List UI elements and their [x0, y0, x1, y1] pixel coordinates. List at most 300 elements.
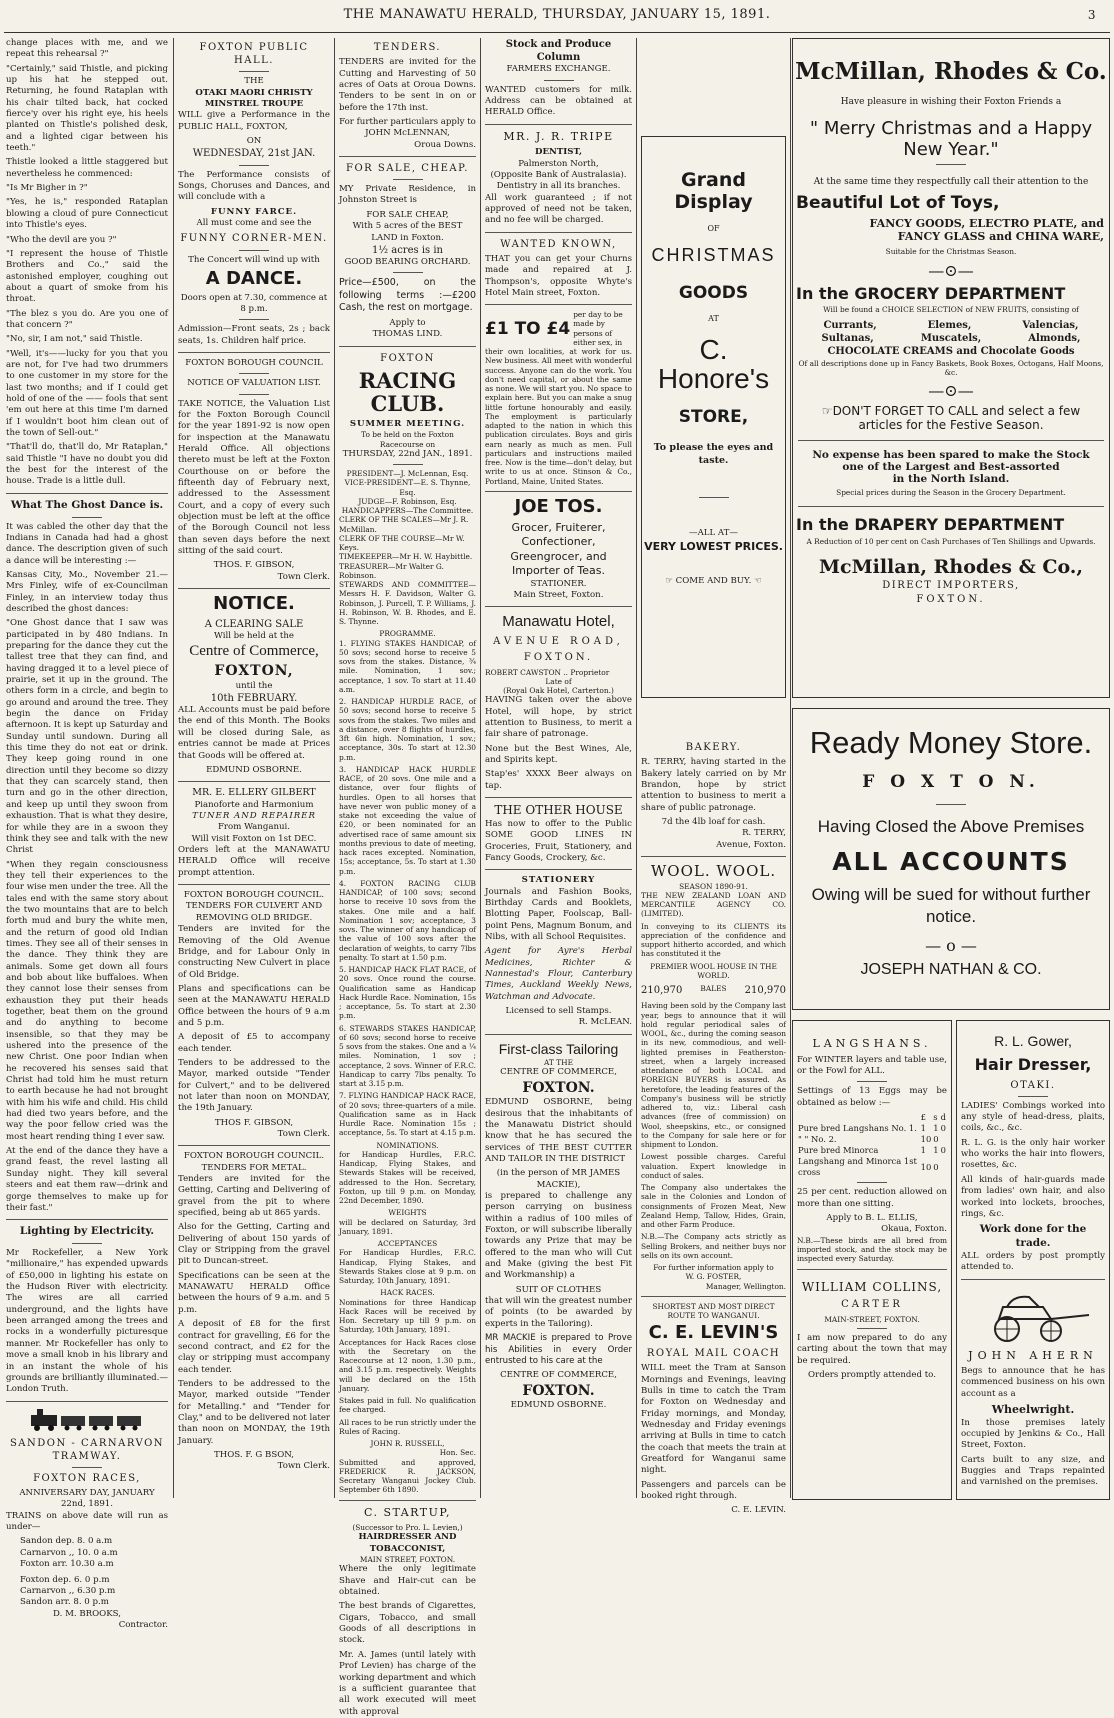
hotel-street: AVENUE ROAD, [493, 636, 624, 648]
hall-corner: FUNNY CORNER-MEN. [180, 233, 328, 245]
divider [485, 491, 632, 492]
ready-name: JOSEPH NATHAN & CO. [860, 961, 1042, 979]
column-4 [485, 38, 632, 1498]
divider [239, 373, 269, 374]
honore-all: —ALL AT— [688, 528, 738, 539]
startup-body: Where the only legitimate Shave and Hair-cut can be obtained. [339, 1564, 476, 1598]
programme-item: 3. HANDICAP HACK HURDLE RACE, of 20 sovs. One mile and a distance, over four flights of hurdles. Open to all horses that have never won public money of a stake not exceeding the value of £20, or been nominated for an advertised race of same amount six months previous to date of meeting, hack races excepted. Nomination, 15s; acceptance, 5s. To start at 1.30 p.m. [339, 764, 476, 876]
ready-accounts: ALL ACCOUNTS [832, 847, 1070, 877]
culvert-signature: THOS F. GIBSON, [214, 1117, 294, 1128]
nominations-title: NOMINATIONS. [376, 1140, 439, 1150]
column-rule [334, 38, 335, 1498]
wool-body: Lowest possible charges. Careful valuation. Expert knowledge in conduct of sales. [641, 1152, 786, 1180]
startup-body: The best brands of Cigarettes, Cigars, Tobacco, and small Goods of all descriptions in stock. [339, 1601, 476, 1646]
racing-summer: SUMMER MEETING. [349, 419, 466, 430]
hall-come: All must come and see the [196, 218, 312, 228]
column-5 [641, 38, 786, 1516]
gower-only: R. L. G. is the only hair worker who works the hair into flowers, rosettes, &c. [961, 1137, 1105, 1171]
racing-foxton: FOXTON [380, 352, 435, 364]
racing-club: RACING CLUB. [358, 367, 457, 416]
story-paragraph: change places with me, and we repeat this rehearsal ?" [6, 38, 168, 60]
bakery-body: R. TERRY, having started in the Bakery lately carried on by Mr Brandon, hope by strict attention to business to merit a share of public patronage. [641, 757, 786, 813]
culvert-role: Town Clerk. [277, 1129, 330, 1140]
tailoring-title: First-class Tailoring [498, 1040, 619, 1057]
column-2 [178, 38, 330, 1498]
divider [239, 71, 269, 72]
grand-of: OF [707, 223, 720, 233]
mcmillan-fancy2: FANCY GLASS and CHINA WARE, [897, 230, 1104, 244]
story-paragraph: "No, sir, I am not," said Thistle. [6, 334, 143, 345]
hotel-prop: ROBERT CAWSTON .. Proprietor [485, 667, 610, 677]
nominations-body: for Handicap Hurdles, F.R.C. Handicap, Flying Stakes, and Stewards Stakes will be received, addressed to the Hon. Secretary, Foxton, up till 9 p.m. on Monday, 22nd December, 1890. [339, 1149, 476, 1206]
metal-sub: TENDERS FOR METAL. [201, 1162, 307, 1173]
tripe-work: All work guaranteed ; if not approved of need not be taken, and no fee will be charged. [485, 192, 632, 226]
hall-doors: Doors open at 7.30, commence at 8 p.m. [180, 292, 328, 314]
tram-time: Foxton dep. 6. 0 p.m [20, 1574, 110, 1585]
divider [178, 588, 330, 589]
hall-the: THE [244, 76, 264, 87]
startup-successor: (Successor to Pro. L. Levien,) [352, 1523, 463, 1533]
divider [178, 781, 330, 782]
gilbert-trade: Pianoforte and Harmonium [194, 799, 314, 810]
mcmillan-reduction: A Reduction of 10 per cent on Cash Purchases of Ten Shillings and Upwards. [806, 536, 1096, 546]
coach-signature: C. E. LEVIN. [731, 1505, 786, 1516]
ahern-name: JOHN AHERN [968, 1348, 1098, 1362]
tenders-title: TENDERS. [373, 42, 442, 53]
wool-body: N.B.—The Company acts strictly as Selling Brokers, and neither buys nor sells on its own account. [641, 1232, 786, 1260]
racing-officer: CLERK OF THE COURSE—Mr W. Keys. [339, 533, 465, 553]
honore-come [641, 576, 786, 587]
racing-officer: CLERK OF THE SCALES—Mr J. R. McMillan. [339, 515, 469, 534]
mcmillan-special: Special prices during the Season in the Grocery Department. [836, 488, 1066, 498]
gower-all: All kinds of hair-guards made from ladies' own hair, and also worked into lockets, brooches, rings, &c. [961, 1174, 1105, 1219]
mcmillan-drapery: In the DRAPERY DEPARTMENT [796, 514, 1065, 534]
hall-farce: FUNNY FARCE. [210, 206, 298, 217]
divider [6, 1401, 168, 1402]
notice-foxton: FOXTON, [214, 663, 294, 680]
divider [485, 304, 632, 305]
sale-acres: 1½ acres is in [372, 244, 443, 256]
ready-title: Ready Money Store. [809, 725, 1093, 760]
gower-trade: Hair Dresser, [974, 1055, 1092, 1075]
borough-title: FOXTON BOROUGH COUNCIL [185, 357, 323, 368]
mcmillan-merry: " Merry Christmas and a Happy New Year." [809, 118, 1093, 160]
table-cell: 0 [940, 1122, 946, 1133]
other-name: THE OTHER HOUSE [494, 803, 623, 818]
mcmillan-fancy1: FANCY GOODS, ELECTRO PLATE, and [869, 217, 1104, 231]
stationery-title: STATIONERY [521, 875, 596, 886]
divider [72, 1467, 102, 1468]
wool-title: WOOL. WOOL. [650, 861, 777, 880]
notice-date: 10th FEBRUARY. [210, 692, 298, 704]
racing-secretary: JOHN R. RUSSELL, [370, 1439, 445, 1449]
story-paragraph: "The blez s you do. Are you one of that concern ?" [6, 308, 168, 330]
racing-date: THURSDAY, 22nd JAN., 1891. [342, 448, 473, 459]
tripe-opposite: (Opposite Bank of Australasia). [490, 169, 627, 180]
mcmillan-choc: CHOCOLATE CREAMS and Chocolate Goods [827, 345, 1075, 357]
tram-time: Sandon arr. 8. 0 p.m [20, 1597, 109, 1608]
wool-bales-label: BALES [700, 984, 727, 994]
mcmillan-forget: DON'T FORGET TO CALL and select a few articles for the Festive Season. [832, 404, 1081, 433]
culvert-body: A deposit of £5 to accompany each tender. [178, 1032, 330, 1054]
gilbert-from: From Wanganui. [217, 822, 291, 833]
culvert-body: Tenders to be addressed to the Mayor, marked outside "Tender for Culvert," and to be delivered not later than noon on MONDAY, the 19th January. [178, 1057, 330, 1114]
tailoring-suit: SUIT OF CLOTHES [515, 1284, 602, 1295]
coach-parcels: Passengers and parcels can be booked right through. [641, 1479, 786, 1502]
lighting-headline: Lighting by Electricity. [19, 1225, 155, 1238]
honore-store: STORE, [678, 406, 749, 427]
story-paragraph: "Well, it's——lucky for you that you are not, for I've had two drummers to one customer in my store for the last two months; and if I could get hold of one of the —— fools that sent 'em out here at this time I'm darned if I wouldn't boot him clean out of the town of Sell-out." [6, 348, 168, 438]
divider [339, 156, 476, 157]
divider [485, 797, 632, 798]
metal-body: Also for the Getting, Carting and Delivering of about 150 yards of Clay or Stripping from the gravel pit to Duncan-street. [178, 1222, 330, 1267]
programme-item: 7. FLYING HANDICAP HACK RACE, of 20 sovs; three-quarters of a mile. Qualification same as in Hack Hurdle Race. Nomination 15s ; acceptance, 5s. To start at 4.15 p.m. [339, 1091, 476, 1138]
grand-christmas: CHRISTMAS [651, 245, 776, 266]
racing-held: To be held on the Foxton Racecourse on [361, 430, 454, 449]
tram-time: Sandon dep. 8. 0 a.m [20, 1536, 113, 1547]
wanted-body: WANTED customers for milk. Address can be obtained at HERALD Office. [485, 84, 632, 118]
table-cell: Pure bred Langshans No. 1. [798, 1122, 917, 1133]
ready-foxton: F O X T O N. [862, 772, 1040, 793]
money-amount: £1 TO £4 [485, 318, 571, 339]
mcmillan-foxton: FOXTON. [916, 593, 986, 605]
gower-body: LADIES' Combings worked into any style of head-dress, plaits, coils, &c., &c. [961, 1100, 1105, 1134]
racing-stewards: STEWARDS AND COMMITTEE—Messrs H. F. Davidson, Walter G. Robinson, J. Purcell, T. P. Williams, J. H. Robinson, W. B. Rhodes, and E. S. Thynne. [339, 580, 476, 627]
divider [239, 250, 269, 251]
langshans-reduction: 25 per cent. reduction allowed on more than one sitting. [797, 1187, 947, 1209]
tos-trade: Grocer, Fruiterer, Confectioner, Greengrocer, and Importer of Teas. [510, 520, 607, 578]
divider [339, 1500, 476, 1501]
wool-further: For further information apply to [653, 1263, 774, 1273]
hack-title: HACK RACES. [380, 1288, 435, 1298]
langshans-title: LANGSHANS. [812, 1037, 932, 1050]
wool-season: SEASON 1890-91. [679, 881, 748, 891]
column-3 [339, 38, 476, 1717]
programme-item: 4. FOXTON RACING CLUB HANDICAP, of 100 sovs; second horse to receive 10 sovs from the stakes. One mile and a half. Nomination 1 sov; acceptance, 3 sovs. The winner of any handicap of the value of 100 sovs after the declaration of weights, to carry 7lbs penalty. To start at 1.50 p.m. [339, 878, 476, 962]
mcmillan-name: McMillan, Rhodes & Co. [795, 58, 1107, 85]
mcmillan-ad-frame [792, 38, 1110, 698]
hall-wind: The Concert will wind up with [188, 254, 320, 265]
langshans-for: For WINTER layers and table use, or the Fowl for ALL. [797, 1054, 947, 1076]
ready-money-ad [792, 708, 1110, 1010]
tailoring-centre: CENTRE OF COMMERCE, [500, 1067, 617, 1078]
gilbert-visit: Will visit Foxton on 1st DEC. [191, 833, 317, 844]
wool-name: W. G. FOSTER, [685, 1272, 742, 1282]
racing-officer: JUDGE—F. Robinson, Esq. [358, 496, 457, 506]
table-cell: 1 [933, 1145, 939, 1156]
tos-stationer: STATIONER. [530, 578, 587, 589]
table-cell: 1 [933, 1122, 939, 1133]
divider [239, 394, 269, 395]
ahern-body: Begs to announce that he has commenced business on his own account as a [961, 1366, 1105, 1399]
hall-date: WEDNESDAY, 21st JAN. [192, 148, 316, 160]
ghost-paragraph: It was cabled the other day that the Indians in Canada had had a ghost dance. The description given of such a dance will be interesting :— [6, 521, 168, 566]
collins-name: WILLIAM COLLINS, [801, 1279, 943, 1294]
tenders-further: For further particulars apply to [339, 116, 476, 127]
divider [641, 856, 786, 857]
mcmillan-name2: McMillan, Rhodes & Co., [818, 555, 1084, 578]
tripe-name: MR. J. R. TRIPE [503, 129, 614, 143]
ahern-body2: In those premises lately occupied by Jenkins & Co., Hall Street, Foxton. [961, 1417, 1105, 1451]
wool-body: Having been sold by the Company last year, begs to announce that it will hold regular periodical sales of WOOL, &c., during the coming season in its new, commodious, and well-lighted premises in Featherston-street, when a largely increased attendance of both LOCAL and FOREIGN BUYERS is assured. As heretofore, the leading features of the Company's business will be strictly adhered to, viz.: Liberal cash advances (free of commission) on Wool, sheepskins, etc., or consigned to the Company for sale here or for shipment to London. [641, 1001, 786, 1150]
racing-officer: HANDICAPPERS—The Committee. [341, 506, 474, 516]
racing-officer: TIMEKEEPER—Mr H. W. Haybittle. [339, 552, 473, 562]
story-paragraph: "I represent the house of Thistle Brothers and Co.," said the astonished employer, coughing out about a quart of smoke from his throat. [6, 248, 168, 305]
hack-body: Nominations for three Handicap Hack Races will be received by Hon. Secretary up till 9 p.m. on Saturday, 10th January, 1891. [339, 1297, 476, 1335]
wool-body: THE NEW ZEALAND LOAN AND MERCANTILE AGENCY CO. (LIMITED). [641, 890, 786, 919]
masthead-rule [4, 32, 1110, 33]
culvert-title: FOXTON BOROUGH COUNCIL. [183, 890, 325, 901]
table-cell: " " No. 2. [798, 1134, 837, 1145]
weights-body: will be declared on Saturday, 3rd January, 1891. [339, 1217, 476, 1236]
tripe-place: Palmerston North, [518, 158, 599, 169]
gower-name: R. L. Gower, [994, 1033, 1072, 1049]
stationery-agent: Agent for Ayre's Herbal Medicines, Richter & Nannestad's Flour, Canterbury Times, Auckland Weekly News, Watchman and Advocate. [485, 946, 632, 1002]
table-cell: Langshang and Minorca 1st cross [798, 1156, 917, 1178]
divider [393, 272, 423, 273]
money-head: per day to be made by persons of either sex, in [573, 310, 623, 347]
culvert-body: Tenders are invited for the Removing of the Old Avenue Bridge, and for Labour Only in constructing New Culvert in place of Old Bridge. [178, 924, 330, 980]
divider [485, 1034, 632, 1035]
ghost-paragraph: Kansas City, Mo., November 21.—Mrs Finley, wife of ex-Councilman Finley, in an interview today thus described the ghost dances: [6, 569, 168, 614]
sale-apply: Apply to [389, 317, 426, 328]
tram-time: Carnarvon ,, 10. 0 a.m [20, 1547, 118, 1558]
langshans-nb: N.B.—These birds are all bred from imported stock, and the stock may be inspected every Saturday. [797, 1235, 947, 1264]
metal-body: Tenders to be addressed to the Mayor, marked outside "Tender for Metalling." and "Tender for Clay," and to be delivered not later than noon on MONDAY, the 19th January. [178, 1378, 331, 1446]
gower-town: OTAKI. [1010, 1079, 1056, 1091]
table-cell: 10 [920, 1161, 932, 1172]
honore-please: To please the eyes and taste. [653, 442, 774, 466]
divider [339, 346, 476, 347]
hotel-body: HAVING taken over the above Hotel, will hope, by strict attention to Business, to merit a fair share of patronage. [485, 695, 632, 740]
mcmillan-grocery: In the GROCERY DEPARTMENT [796, 283, 1066, 303]
coach-title: SHORTEST AND MOST DIRECT ROUTE TO WANGANUI. [652, 1301, 775, 1321]
stock-title: Stock and Produce Column [505, 39, 612, 64]
ahern-body3: Carts built to any size, and Buggies and Traps repainted and varnished on the premises. [961, 1454, 1105, 1488]
ornament-icon: —⊙— [928, 260, 974, 280]
metal-signature: THOS. F. G BSON, [214, 1449, 294, 1460]
acceptances-title: ACCEPTANCES [377, 1239, 438, 1249]
ghost-paragraph: "When they regain consciousness they tell their experiences to the four wise men under the tree. All the tales end with the same story about the two mountains that are to belch forth mud and bury the white men, and the return of good old Indian times. They see all of their senses in the dance. They think they are animals. Some get down all fours and bob about like buffaloes. When they cannot lose their senses from exhaustion they put their heads together, beat them on the ground and do anything to become insensible, so that they may be ushered into the presence of the new Christ. One poor Indian when he recovered his senses said that Christ had told him he must return to earth because he had not brought with him his wife and child. His child had died two years before, and the way the poor fellow cried was the most heart rending thing I ever saw. [6, 859, 168, 1142]
divider [178, 352, 330, 353]
bakery-name: R. TERRY, [742, 828, 786, 839]
divider [485, 869, 632, 870]
tailoring-foxton: FOXTON. [522, 1079, 595, 1096]
story-paragraph: "Who the devil are you ?" [6, 234, 117, 245]
ghost-paragraph: "One Ghost dance that I saw was participated in by 480 Indians. In preparing for the dance they cut the tallest tree that they can find, and having dragged it to a level piece of prairie, set it up in the ground. The others form in a circle, and begin to go around and around the tree. They begin the dance on Friday afternoon. It is kept up Saturday and Sunday until sundown. During all this time they do not eat or drink. They keep going round in one direction until they become so dizzy that they can scarcely stand, then turn and go in the other direction, and keep up until they swoon from exhaustion. That is what they desire, for while they are in a swoon they think they see and talk with the new Christ [6, 618, 168, 856]
table-cell: 0 [940, 1145, 946, 1156]
ready-sued: Owing will be sued for without further notice. [811, 885, 1091, 927]
notice-body: ALL Accounts must be paid before the end of this Month. The Books will be closed during Sale, as entries cannot be made at Prices that Goods will be offered at. [178, 705, 330, 761]
ready-o: — o — [925, 936, 977, 956]
mcmillan-expense1: No expense has been spared to make the Stock [812, 449, 1090, 462]
fruit-label: Elemes, [927, 319, 972, 331]
collins-street: MAIN-STREET, FOXTON. [824, 1314, 920, 1324]
notice-until: until the [235, 680, 273, 691]
acceptances-body: For Handicap Hurdles, F.R.C. Handicap, Flying Stakes, and Stewards Stakes close at 9 p.m. on Saturday, 10th January, 1891. [339, 1248, 476, 1286]
story-paragraph: Thistle looked a little staggered but nevertheless he commenced: [6, 157, 168, 179]
divider [485, 232, 632, 233]
racing-approved: Submitted and approved, FREDERICK R. JACKSON, Secretary Wanganui Jockey Club. September 6th 1890. [339, 1457, 476, 1495]
honore-name: C. Honore's [657, 333, 770, 395]
hall-on: ON [246, 136, 262, 147]
pointing-hand-icon: ☜ [754, 576, 762, 587]
mcmillan-suitable: Suitable for the Christmas Season. [885, 247, 1017, 257]
racing-hon: Hon. Sec. [439, 1448, 476, 1458]
tram-role: Contractor. [118, 1619, 168, 1630]
collins-orders: Orders promptly attended to. [808, 1369, 936, 1380]
grand-goods: GOODS [678, 282, 749, 303]
honore-come-label: COME AND BUY. [675, 576, 752, 587]
divider [239, 319, 269, 320]
hotel-late: Late of [545, 676, 572, 686]
tram-intro: TRAINS on above date will run as under— [6, 1510, 168, 1533]
fruit-label: Valencias, [1022, 319, 1079, 331]
culvert-sub: TENDERS FOR CULVERT AND REMOVING OLD BRIDGE. [185, 901, 323, 923]
mcmillan-ad [792, 38, 1110, 698]
divider [393, 179, 423, 180]
divider [178, 1145, 330, 1146]
hall-admission: Admission—Front seats, 2s ; back seats, 1s. Children half price. [178, 324, 330, 346]
coach-mail: ROYAL MAIL COACH [646, 1348, 781, 1360]
divider [393, 464, 423, 465]
gower-frame [956, 1020, 1110, 1500]
wool-bales-right: 210,970 [744, 985, 786, 997]
wool-body: In conveying to its CLIENTS its appreciation of the confidence and support hitherto accorded, and which has constituted it the [641, 921, 786, 959]
tailoring-at: AT THE [544, 1058, 573, 1068]
farmers-title: FARMERS EXCHANGE. [506, 64, 611, 75]
gilbert-tuner: TUNER AND REPAIRER [192, 811, 316, 822]
tram-date: ANNIVERSARY DAY, JANUARY 22nd, 1891. [19, 1488, 155, 1510]
story-paragraph: "Certainly," said Thistle, and picking up his hat he stepped out. Returning, he found Rataplan with his chair tilted back, hat cocked fierce'y over his right eye, his heels planted on Thistle's polished desk, and a lighted cigar between his teeth." [6, 63, 168, 154]
hall-title: FOXTON PUBLIC HALL. [199, 42, 309, 67]
gower-work: Work done for the trade. [979, 1223, 1087, 1250]
racing-rules: All races to be run strictly under the Rules of Racing. [339, 1417, 476, 1436]
money-body: their own localities, at work for us. New business. All meet with wonderful success. Anyone can do the work. You don't need capital, or about the same as none. We will start you. No space to explain here. But you can make a snug little fortune honourably and easily. The employment is particularly adapted to the nation in which this publication circulates. Boys and girls earn nearly as much as men. Full particulars and instructions mailed free. Now is the time—don't delay, but write to us at once. Stinson & Co., Portland, Maine, United States. [485, 347, 632, 486]
ornament-icon: —⊙— [928, 381, 974, 401]
fruit-label: Currants, [823, 319, 877, 331]
table-cell: 0 [933, 1134, 939, 1145]
racing-officer: VICE-PRESIDENT—E. S. Thynne, Esq. [344, 478, 471, 497]
table-header: s [933, 1111, 938, 1122]
tenders-body: TENDERS are invited for the Cutting and Harvesting of 50 acres of Oats at Oroua Downs. Tenders to be sent in on or before the 17th inst. [339, 57, 476, 113]
programme-item: 2. HANDICAP HURDLE RACE, of 50 sovs; second horse to receive 5 sovs from the stakes. Two miles and a distance, over 8 flights of hurdles, 3ft 6in high. Nomination, 1 sov.; acceptance, 30s. To start at 12.30 p.m. [339, 697, 476, 762]
column-rule [173, 38, 174, 1498]
bakery-place: Avenue, Foxton. [716, 839, 786, 850]
ahern-trade: Wheelwright. [991, 1403, 1075, 1417]
sale-name: THOMAS LIND. [372, 329, 443, 340]
programme-title: PROGRAMME. [379, 629, 436, 639]
fruit-label: Almonds, [1028, 332, 1081, 344]
metal-body: Specifications can be seen at the MANAWATU HERALD Office between the hours of 9 a.m. and 5 p.m. [178, 1270, 330, 1315]
tos-name: JOE TOS. [514, 495, 603, 517]
langshans-place: Okaua, Foxton. [881, 1224, 947, 1235]
collins-body: I am now prepared to do any carting about the town that may be required. [797, 1332, 947, 1366]
tenders-place: Oroua Downs. [414, 139, 476, 150]
stationery-name: R. McLEAN. [578, 1017, 632, 1028]
stationery-licensed: Licensed to sell Stamps. [505, 1006, 612, 1017]
metal-title: FOXTON BOROUGH COUNCIL. [183, 1151, 325, 1162]
sale-orchard: GOOD BEARING ORCHARD. [344, 257, 471, 268]
column-rule [790, 38, 791, 1498]
tailoring-centre2: CENTRE OF COMMERCE, [500, 1370, 617, 1381]
table-cell: 10 [920, 1134, 932, 1145]
tailoring-body: that will win the greatest number of points (to be awarded by experts in the Tailoring). [485, 1296, 632, 1329]
divider [72, 517, 102, 518]
borough-role: Town Clerk. [277, 571, 330, 582]
tram-time: Foxton arr. 10.30 a.m [20, 1559, 114, 1570]
langshans-ad [792, 1020, 952, 1500]
culvert-body: Plans and specifications can be seen at the MANAWATU HERALD Office between the hours of 9 a.m and 5 p.m. [178, 983, 330, 1028]
hall-performance: The Performance consists of Songs, Choruses and Dances, and will conclude with a [178, 169, 330, 203]
tram-signature: D. M. BROOKS, [53, 1608, 121, 1619]
ghost-paragraph: At the end of the dance they have a grand feast, the revel lasting all Sunday night. They kill several steers and eat them raw—drink and gorge themselves to make up for their fast." [6, 1146, 168, 1213]
racing-officer: PRESIDENT—J. McLennan, Esq. [346, 469, 469, 479]
mcmillan-pleasure: Have pleasure in wishing their Foxton Friends a [840, 97, 1062, 107]
collins-trade: CARTER [841, 1299, 903, 1311]
borough-signature: THOS. F. GIBSON, [213, 560, 295, 571]
fruit-label: Sultanas, [821, 332, 874, 344]
gilbert-orders: Orders left at the MANAWATU HERALD Office will receive prompt attention. [178, 845, 330, 878]
ready-closed: Having Closed the Above Premises [817, 817, 1085, 837]
story-paragraph: "That'll do, that'll do, Mr Rataplan," said Thistle "I have no doubt you did the best for the interest of the house. Trade is a little dull. [6, 442, 168, 487]
gower-ad [956, 1020, 1110, 1500]
table-header: d [940, 1111, 946, 1122]
programme-item: 5. HANDICAP HACK FLAT RACE, of 20 sovs. Once round the course. Qualification same as Handicap Hack Hurdle Race. Nomination, 15s ; acceptance, 5s. To start at 2.30 p.m. [339, 965, 476, 1021]
tailoring-foxton2: FOXTON. [522, 1382, 595, 1399]
tram-title: SANDON - CARNARVON TRAMWAY. [9, 1437, 165, 1462]
divider [641, 1296, 786, 1297]
hotel-beer: Stap'es' XXXX Beer always on tap. [485, 769, 632, 791]
tram-event: FOXTON RACES, [33, 1472, 141, 1484]
tenders-name: JOHN McLENNAN, [365, 128, 450, 139]
grand-at: AT [708, 314, 719, 324]
borough-body: TAKE NOTICE, the Valuation List for the Foxton Borough Council for the year 1891-92 is now open for inspection at the Manawatu Herald Office. All objections thereto must be left at the Foxton Courthouse on or before the fifteenth day of February next, addressed to the Assessment Court, and a copy of every such objection must be left at the office of the Borough Council not less than seven days before the next sitting of the said court. [178, 398, 330, 557]
mcmillan-beautiful: Beautiful Lot of Toys, [796, 193, 1000, 214]
hall-will: WILL give a Performance in the PUBLIC HALL, FOXTON, [178, 110, 330, 132]
tripe-branches: Dentistry in all its branches. [496, 181, 621, 192]
gower-orders: ALL orders by post promptly attended to. [961, 1250, 1105, 1273]
column-rule [636, 38, 637, 1498]
divider [6, 493, 168, 494]
divider [544, 80, 574, 81]
startup-body: Mr. A. James (until lately with Prof Levien) has charge of the working department and which is a sufficient guarantee that all work executed will meet with approval [339, 1649, 476, 1717]
tailoring-body: is prepared to challenge any person carrying on business within a radius of 100 miles of Foxton, or will subscribe liberally towards any Prize that may be offered to the man who will Cut and Make (giving the best Fit and Workmanship) a [485, 1191, 632, 1281]
hall-troupe: OTAKI MAORI CHRISTY MINSTREL TROUPE [195, 87, 313, 110]
hotel-wines: None but the Best Wines, Ale, and Spirits kept. [485, 743, 632, 766]
startup-address: MAIN STREET, FOXTON. [359, 1555, 456, 1565]
honore-prices: VERY LOWEST PRICES. [644, 539, 783, 553]
hall-dance: A DANCE. [205, 267, 303, 289]
notice-signature: EDMUND OSBORNE. [206, 764, 302, 775]
ghost-dance-headline: What The Ghost Dance is. [10, 498, 164, 511]
sale-body: MY Private Residence, in Johnston Street is [339, 184, 476, 206]
bakery-title: BAKERY. [685, 742, 742, 753]
notice-title: NOTICE. [213, 593, 295, 615]
tripe-title: DENTIST, [535, 147, 582, 158]
tram-time: Carnarvon ,, 6.30 p.m [20, 1585, 116, 1596]
table-cell: 1 [920, 1122, 926, 1133]
table-cell: Pure bred Minorca [798, 1145, 879, 1156]
racing-officer: TREASURER—Mr Walter G. Robinson. [339, 561, 444, 580]
sale-title: FOR SALE, CHEAP. [346, 162, 469, 174]
divider [485, 124, 632, 125]
masthead-title: THE MANAWATU HERALD, THURSDAY, JANUARY 15, 1891. [343, 7, 771, 22]
mcmillan-choice: Will be found a CHOICE SELECTION of NEW FRUITS, consisting of [823, 304, 1079, 314]
divider [72, 1243, 102, 1244]
fruit-label: Muscatels, [920, 332, 982, 344]
hotel-name: Manawatu Hotel, [502, 613, 615, 631]
